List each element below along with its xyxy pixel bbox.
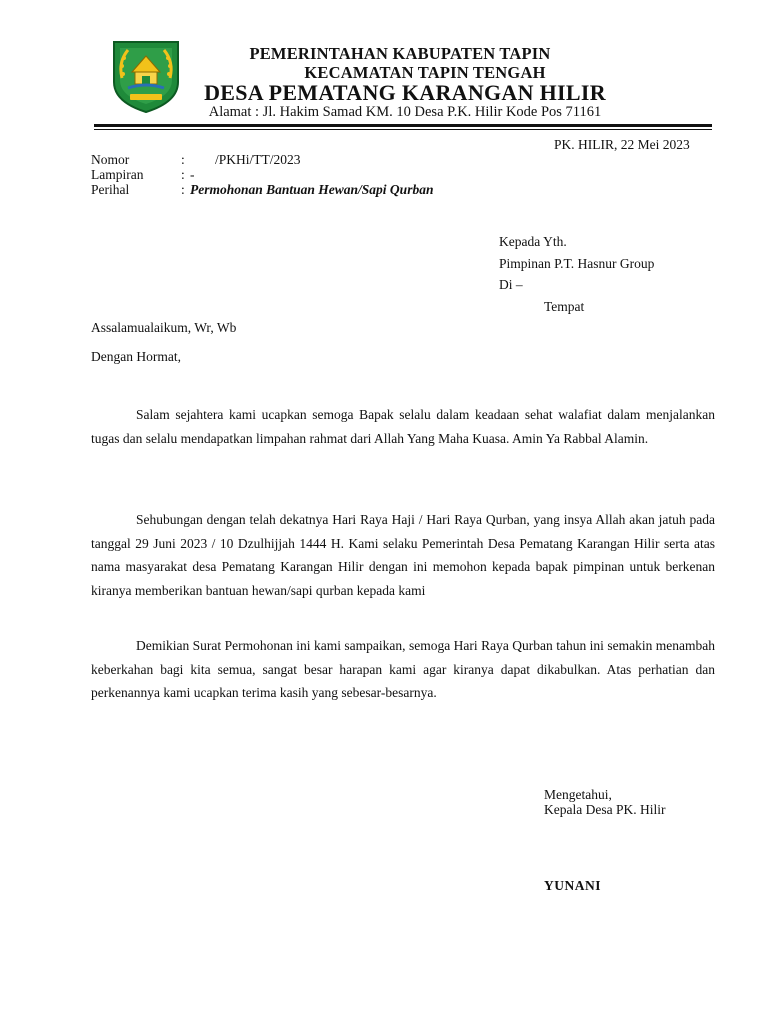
recipient-di: Di – bbox=[499, 277, 523, 292]
body-paragraph-3 bbox=[91, 634, 715, 705]
recipient-greeting: Kepada Yth. bbox=[499, 234, 567, 249]
letterhead-government: PEMERINTAHAN KABUPATEN TAPIN bbox=[249, 44, 551, 63]
letter-date: PK. HILIR, 22 Mei 2023 bbox=[554, 137, 690, 152]
salutation: Dengan Hormat, bbox=[91, 349, 181, 364]
lampiran-colon: : bbox=[181, 167, 185, 182]
letterhead-divider-thick bbox=[94, 124, 712, 127]
nomor-value: /PKHi/TT/2023 bbox=[215, 152, 301, 167]
signatory-name: YUNANI bbox=[544, 878, 601, 893]
lampiran-label: Lampiran bbox=[91, 167, 144, 182]
recipient-place: Tempat bbox=[544, 299, 585, 314]
perihal-colon: : bbox=[181, 182, 185, 197]
body-paragraph-1-text: Salam sejahtera kami ucapkan semoga Bapak selalu dalam keadaan sehat walafiat dalam menjalankan tugas dan selalu mendapatkan limpahan rahmat dari Allah Yang Maha Kuasa. Amin Ya Rabbal Alamin. bbox=[91, 407, 715, 446]
body-paragraph-3-text: Demikian Surat Permohonan ini kami sampaikan, semoga Hari Raya Qurban tahun ini semakin menambah keberkahan bagi kita semua, sangat besar harapan kami agar kiranya dapat dikabulkan. Atas perhatian dan perkenannya kami ucapkan terima kasih yang sebesar-besarnya. bbox=[91, 638, 715, 700]
letterhead-village: DESA PEMATANG KARANGAN HILIR bbox=[204, 80, 606, 105]
letterhead-address: Alamat : Jl. Hakim Samad KM. 10 Desa P.K. Hilir Kode Pos 71161 bbox=[208, 104, 602, 120]
lampiran-value: - bbox=[190, 167, 195, 182]
body-paragraph-2 bbox=[91, 508, 715, 602]
opening-greeting: Assalamualaikum, Wr, Wb bbox=[91, 320, 237, 335]
body-paragraph-2-text: Sehubungan dengan telah dekatnya Hari Raya Haji / Hari Raya Qurban, yang insya Allah akan jatuh pada tanggal 29 Juni 2023 / 10 Dzulhijjah 1444 H. Kami selaku Pemerintah Desa Pematang Karangan Hilir serta atas nama masyarakat desa Pematang Karangan Hilir dengan ini memohon kepada bapak pimpinan untuk berkenan kiranya memberikan bantuan hewan/sapi qurban kepada kami bbox=[91, 512, 715, 598]
letterhead-divider-thin bbox=[94, 129, 712, 130]
nomor-colon: : bbox=[181, 152, 185, 167]
letterhead-district: KECAMATAN TAPIN TENGAH bbox=[304, 63, 546, 82]
body-paragraph-1 bbox=[91, 403, 715, 450]
signature-title: Kepala Desa PK. Hilir bbox=[544, 802, 666, 817]
signature-acknowledged: Mengetahui, bbox=[544, 787, 612, 802]
nomor-label: Nomor bbox=[91, 152, 130, 167]
recipient-name: Pimpinan P.T. Hasnur Group bbox=[499, 256, 655, 271]
perihal-value: Permohonan Bantuan Hewan/Sapi Qurban bbox=[190, 182, 434, 197]
perihal-label: Perihal bbox=[91, 182, 130, 197]
